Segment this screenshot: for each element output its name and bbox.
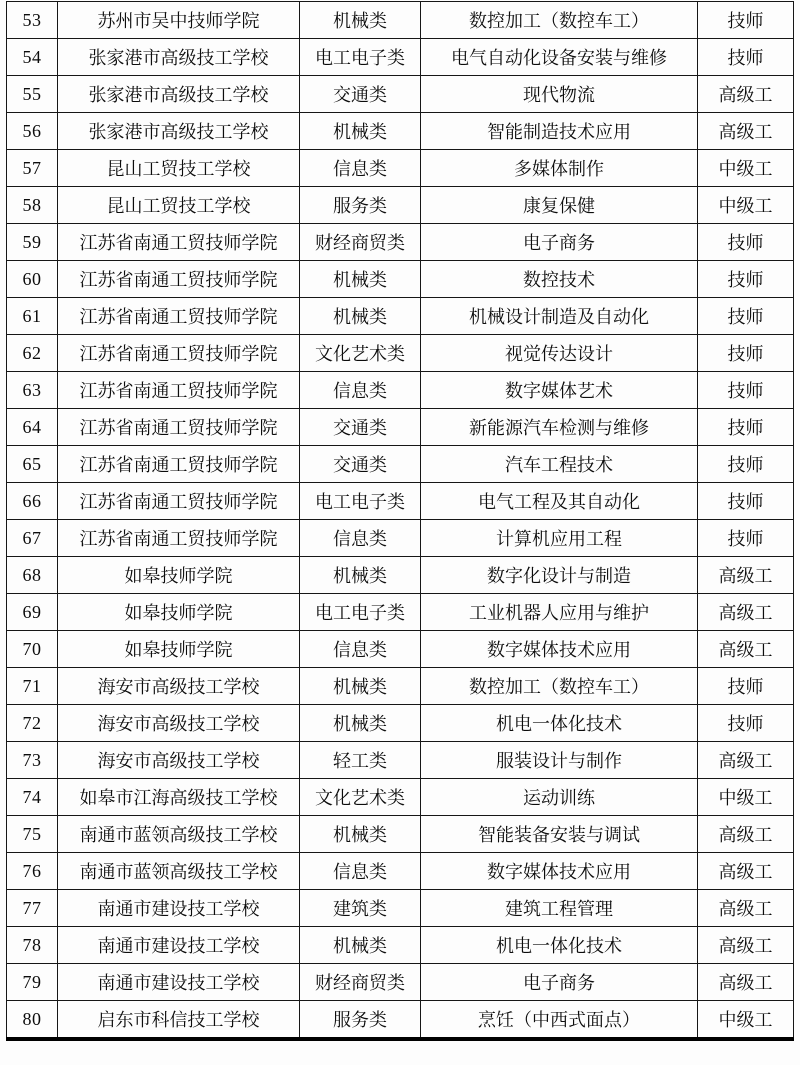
cell-row-number: 62 (7, 335, 58, 372)
table-row (7, 1001, 794, 1040)
cell-row-number: 60 (7, 261, 58, 298)
cell-school-name: 江苏省南通工贸技师学院 (58, 446, 300, 483)
cell-school-name: 南通市建设技工学校 (58, 964, 300, 1001)
cell-row-number: 79 (7, 964, 58, 1001)
cell-category: 服务类 (300, 187, 421, 224)
cell-school-name: 如皋技师学院 (58, 594, 300, 631)
cell-school-name: 昆山工贸技工学校 (58, 150, 300, 187)
cell-row-number: 59 (7, 224, 58, 261)
cell-school-name: 海安市高级技工学校 (58, 742, 300, 779)
cell-program-name: 电子商务 (421, 964, 698, 1001)
cell-category: 服务类 (300, 1001, 421, 1040)
cell-level: 高级工 (698, 927, 794, 964)
cell-school-name: 江苏省南通工贸技师学院 (58, 335, 300, 372)
cell-program-name: 电气自动化设备安装与维修 (421, 39, 698, 76)
cell-row-number: 56 (7, 113, 58, 150)
cell-program-name: 数控加工（数控车工） (421, 2, 698, 39)
cell-level: 高级工 (698, 742, 794, 779)
cell-category: 财经商贸类 (300, 224, 421, 261)
cell-school-name: 南通市蓝领高级技工学校 (58, 853, 300, 890)
cell-row-number: 70 (7, 631, 58, 668)
cell-program-name: 现代物流 (421, 76, 698, 113)
table-row (7, 446, 794, 483)
cell-row-number: 55 (7, 76, 58, 113)
cell-row-number: 75 (7, 816, 58, 853)
cell-category: 信息类 (300, 150, 421, 187)
cell-category: 文化艺术类 (300, 779, 421, 816)
cell-row-number: 72 (7, 705, 58, 742)
cell-program-name: 计算机应用工程 (421, 520, 698, 557)
cell-level: 高级工 (698, 890, 794, 927)
cell-category: 机械类 (300, 261, 421, 298)
cell-category: 电工电子类 (300, 594, 421, 631)
cell-level: 技师 (698, 446, 794, 483)
cell-row-number: 65 (7, 446, 58, 483)
cell-program-name: 新能源汽车检测与维修 (421, 409, 698, 446)
cell-category: 机械类 (300, 298, 421, 335)
cell-level: 高级工 (698, 816, 794, 853)
cell-level: 技师 (698, 372, 794, 409)
cell-row-number: 78 (7, 927, 58, 964)
cell-program-name: 康复保健 (421, 187, 698, 224)
cell-school-name: 海安市高级技工学校 (58, 705, 300, 742)
cell-school-name: 如皋技师学院 (58, 631, 300, 668)
cell-category: 建筑类 (300, 890, 421, 927)
cell-level: 技师 (698, 483, 794, 520)
cell-category: 轻工类 (300, 742, 421, 779)
cell-category: 交通类 (300, 409, 421, 446)
cell-school-name: 江苏省南通工贸技师学院 (58, 409, 300, 446)
cell-school-name: 如皋技师学院 (58, 557, 300, 594)
cell-category: 机械类 (300, 113, 421, 150)
table-row (7, 520, 794, 557)
cell-level: 中级工 (698, 150, 794, 187)
cell-program-name: 服装设计与制作 (421, 742, 698, 779)
cell-program-name: 汽车工程技术 (421, 446, 698, 483)
table-row (7, 594, 794, 631)
cell-category: 机械类 (300, 816, 421, 853)
cell-school-name: 张家港市高级技工学校 (58, 113, 300, 150)
cell-program-name: 数字媒体技术应用 (421, 853, 698, 890)
cell-program-name: 电子商务 (421, 224, 698, 261)
school-programs-table (6, 1, 794, 1041)
cell-row-number: 74 (7, 779, 58, 816)
cell-row-number: 80 (7, 1001, 58, 1040)
cell-level: 技师 (698, 668, 794, 705)
cell-school-name: 江苏省南通工贸技师学院 (58, 261, 300, 298)
table-row (7, 927, 794, 964)
cell-program-name: 机电一体化技术 (421, 705, 698, 742)
cell-program-name: 视觉传达设计 (421, 335, 698, 372)
table-row (7, 631, 794, 668)
table-row (7, 742, 794, 779)
cell-category: 电工电子类 (300, 483, 421, 520)
cell-school-name: 南通市蓝领高级技工学校 (58, 816, 300, 853)
cell-row-number: 58 (7, 187, 58, 224)
cell-level: 技师 (698, 261, 794, 298)
cell-school-name: 张家港市高级技工学校 (58, 76, 300, 113)
cell-category: 机械类 (300, 557, 421, 594)
cell-level: 技师 (698, 298, 794, 335)
cell-category: 信息类 (300, 853, 421, 890)
cell-level: 技师 (698, 705, 794, 742)
cell-level: 技师 (698, 409, 794, 446)
cell-program-name: 建筑工程管理 (421, 890, 698, 927)
cell-row-number: 66 (7, 483, 58, 520)
table-row (7, 557, 794, 594)
table-row (7, 150, 794, 187)
cell-school-name: 江苏省南通工贸技师学院 (58, 298, 300, 335)
cell-row-number: 67 (7, 520, 58, 557)
table-row (7, 372, 794, 409)
cell-level: 高级工 (698, 964, 794, 1001)
cell-program-name: 数控技术 (421, 261, 698, 298)
cell-row-number: 64 (7, 409, 58, 446)
table-row (7, 261, 794, 298)
cell-level: 高级工 (698, 631, 794, 668)
cell-school-name: 江苏省南通工贸技师学院 (58, 372, 300, 409)
cell-row-number: 76 (7, 853, 58, 890)
table-row (7, 2, 794, 39)
table-row (7, 409, 794, 446)
cell-level: 中级工 (698, 779, 794, 816)
cell-row-number: 68 (7, 557, 58, 594)
cell-school-name: 南通市建设技工学校 (58, 927, 300, 964)
table-row (7, 224, 794, 261)
cell-level: 技师 (698, 39, 794, 76)
cell-school-name: 昆山工贸技工学校 (58, 187, 300, 224)
table-row (7, 816, 794, 853)
cell-program-name: 智能制造技术应用 (421, 113, 698, 150)
cell-row-number: 77 (7, 890, 58, 927)
table-row (7, 853, 794, 890)
cell-row-number: 63 (7, 372, 58, 409)
cell-category: 财经商贸类 (300, 964, 421, 1001)
cell-program-name: 数控加工（数控车工） (421, 668, 698, 705)
cell-level: 高级工 (698, 557, 794, 594)
cell-level: 高级工 (698, 594, 794, 631)
cell-program-name: 机电一体化技术 (421, 927, 698, 964)
cell-program-name: 烹饪（中西式面点） (421, 1001, 698, 1040)
cell-program-name: 运动训练 (421, 779, 698, 816)
table-row (7, 113, 794, 150)
table-body (7, 2, 794, 1040)
cell-level: 技师 (698, 224, 794, 261)
cell-category: 机械类 (300, 927, 421, 964)
cell-level: 技师 (698, 335, 794, 372)
cell-category: 机械类 (300, 2, 421, 39)
cell-row-number: 71 (7, 668, 58, 705)
cell-school-name: 南通市建设技工学校 (58, 890, 300, 927)
cell-program-name: 智能装备安装与调试 (421, 816, 698, 853)
cell-program-name: 工业机器人应用与维护 (421, 594, 698, 631)
cell-category: 机械类 (300, 705, 421, 742)
cell-school-name: 海安市高级技工学校 (58, 668, 300, 705)
cell-program-name: 多媒体制作 (421, 150, 698, 187)
table-row (7, 668, 794, 705)
cell-school-name: 江苏省南通工贸技师学院 (58, 224, 300, 261)
cell-level: 技师 (698, 520, 794, 557)
table-row (7, 335, 794, 372)
cell-school-name: 张家港市高级技工学校 (58, 39, 300, 76)
cell-program-name: 电气工程及其自动化 (421, 483, 698, 520)
table-row (7, 705, 794, 742)
cell-program-name: 数字媒体技术应用 (421, 631, 698, 668)
cell-row-number: 61 (7, 298, 58, 335)
cell-category: 机械类 (300, 668, 421, 705)
cell-category: 交通类 (300, 446, 421, 483)
cell-category: 文化艺术类 (300, 335, 421, 372)
cell-school-name: 苏州市吴中技师学院 (58, 2, 300, 39)
cell-row-number: 73 (7, 742, 58, 779)
cell-school-name: 江苏省南通工贸技师学院 (58, 483, 300, 520)
cell-level: 高级工 (698, 113, 794, 150)
table-row (7, 483, 794, 520)
cell-level: 高级工 (698, 853, 794, 890)
table-row (7, 187, 794, 224)
cell-category: 信息类 (300, 631, 421, 668)
cell-school-name: 江苏省南通工贸技师学院 (58, 520, 300, 557)
cell-program-name: 机械设计制造及自动化 (421, 298, 698, 335)
cell-program-name: 数字化设计与制造 (421, 557, 698, 594)
table-row (7, 39, 794, 76)
table-row (7, 779, 794, 816)
cell-level: 中级工 (698, 1001, 794, 1040)
table-row (7, 890, 794, 927)
table-row (7, 76, 794, 113)
cell-level: 高级工 (698, 76, 794, 113)
cell-row-number: 53 (7, 2, 58, 39)
cell-level: 中级工 (698, 187, 794, 224)
cell-program-name: 数字媒体艺术 (421, 372, 698, 409)
cell-level: 技师 (698, 2, 794, 39)
cell-category: 信息类 (300, 372, 421, 409)
table-row (7, 298, 794, 335)
cell-category: 交通类 (300, 76, 421, 113)
table-row (7, 964, 794, 1001)
cell-category: 电工电子类 (300, 39, 421, 76)
cell-category: 信息类 (300, 520, 421, 557)
cell-school-name: 启东市科信技工学校 (58, 1001, 300, 1040)
cell-row-number: 69 (7, 594, 58, 631)
cell-row-number: 57 (7, 150, 58, 187)
cell-school-name: 如皋市江海高级技工学校 (58, 779, 300, 816)
cell-row-number: 54 (7, 39, 58, 76)
